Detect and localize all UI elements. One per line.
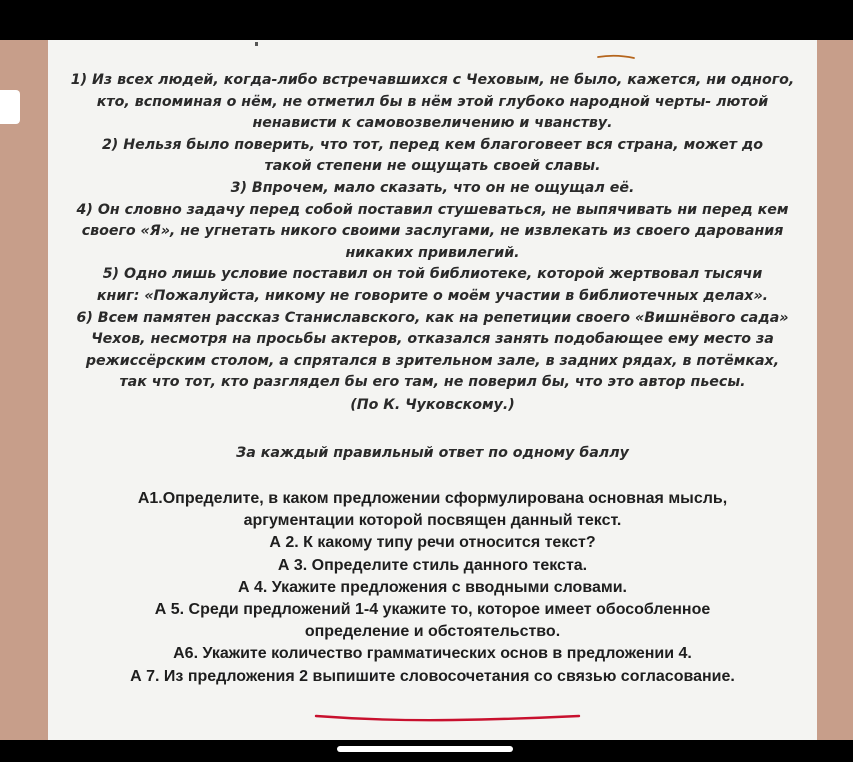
question-line: А 5. Среди предложений 1-4 укажите то, которое имеет обособленное (154, 600, 711, 618)
question-line: А 3. Определите стиль данного текста. (277, 556, 588, 574)
text-line: 5) Одно лишь условие поставил он той библиотеке, которой жертвовал тысячи (102, 266, 763, 283)
text-line: так что тот, кто разглядел бы его там, не поверил бы, что это автор пьесы. (119, 374, 746, 391)
text-line: ненависти к самовозвеличению и чванству. (252, 115, 613, 132)
text-line: 4) Он словно задачу перед собой поставил стушеваться, не выпячивать ни перед кем (76, 201, 789, 218)
text-line: кто, вспоминая о нём, не отметил бы в нём этой глубоко народной черты- лютой (96, 93, 769, 110)
text-line: своего «Я», не угнетать никого своими заслугами, не извлекать из своего дарования (81, 223, 784, 240)
text-line: 3) Впрочем, мало сказать, что он не ощущал её. (230, 179, 635, 196)
text-line: Чехов, несмотря на просьбы актеров, отказался занять подобающее ему место за (91, 331, 774, 348)
questions-list (58, 488, 807, 688)
side-tab[interactable] (0, 90, 20, 124)
scoring-instruction: За каждый правильный ответ по одному баллу (236, 444, 629, 461)
left-side-background (0, 40, 48, 740)
question-line: А 7. Из предложения 2 выпишите словосочетания со связью согласование. (130, 667, 735, 685)
question-line: А1.Определите, в каком предложении сформулирована основная мысль, (137, 489, 728, 507)
home-indicator[interactable] (337, 746, 513, 752)
text-source: (По К. Чуковскому.) (350, 396, 515, 413)
text-line: никаких привилегий. (345, 244, 520, 261)
question-line: А6. Укажите количество грамматических основ в предложении 4. (173, 645, 692, 663)
question-line: А 2. К какому типу речи относится текст? (269, 534, 596, 552)
question-line: определение и обстоятельство. (304, 623, 561, 641)
text-line: режиссёрским столом, а спрятался в зрительном зале, в задних рядах, в потёмках, (85, 352, 780, 369)
text-line: книг: «Пожалуйста, никому не говорите о моём участии в библиотечных делах». (96, 287, 769, 304)
top-pen-stroke-icon (596, 51, 636, 61)
text-line: 2) Нельзя было поверить, что тот, перед кем благоговеет вся страна, может до (101, 136, 764, 153)
right-side-background (817, 40, 853, 740)
text-block (58, 70, 807, 688)
text-line: 6) Всем памятен рассказ Станиславского, как на репетиции своего «Вишнёвого сада» (76, 309, 789, 326)
question-line: А 4. Укажите предложения с вводными словами. (238, 578, 627, 596)
question-line: аргументации которой посвящен данный текст. (243, 512, 622, 530)
document-page (48, 40, 817, 740)
top-mark (255, 42, 258, 46)
text-line: такой степени не ощущать своей славы. (264, 158, 601, 175)
text-line: 1) Из всех людей, когда-либо встречавшихся с Чеховым, не было, кажется, ни одного, (70, 72, 795, 88)
red-underline-icon (313, 710, 583, 724)
